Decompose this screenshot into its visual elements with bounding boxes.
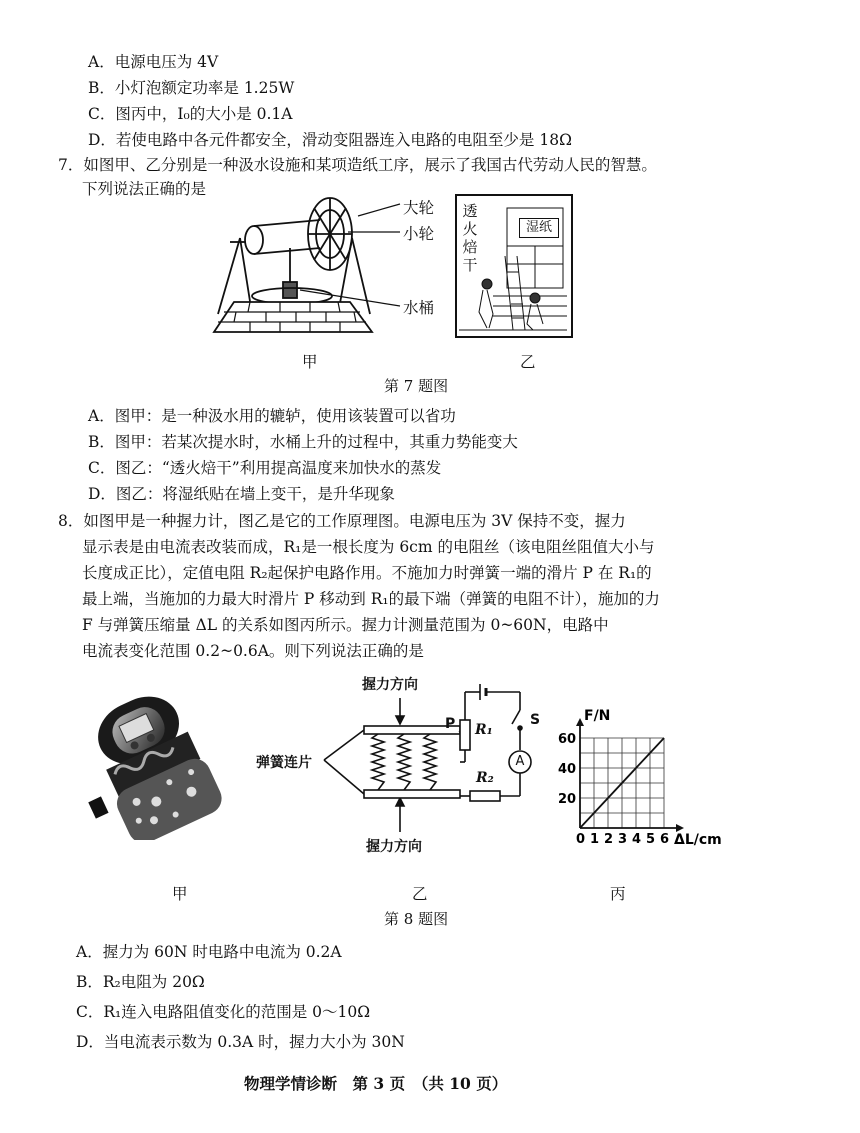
chart-x-axis-label: ΔL/cm (674, 832, 722, 848)
prev-option-c: C．图丙中，I₀的大小是 0.1A (88, 105, 293, 123)
label-big-wheel: 大轮 (403, 199, 435, 217)
y-tick-label: 20 (558, 792, 577, 807)
label-switch-s: S (530, 712, 541, 728)
q8-figure-jia (72, 690, 222, 840)
label-force-dir-bottom: 握力方向 (366, 839, 422, 855)
x-tick-label: 2 (604, 832, 614, 847)
q7-option-d: D．图乙：将湿纸贴在墙上变干，是升华现象 (88, 485, 395, 503)
q8-stem-line4: 最上端，当施加的力最大时滑片 P 移动到 R₁的最下端（弹簧的电阻不计），施加的力 (82, 590, 660, 608)
q8-caption: 第 8 题图 (384, 910, 449, 928)
q8-option-d: D．当电流表示数为 0.3A 时，握力大小为 30N (76, 1033, 405, 1051)
x-tick-label: 5 (646, 832, 656, 847)
y-axis-arrow (576, 718, 584, 726)
chart-y-axis-label: F/N (584, 708, 611, 724)
prev-option-d: D．若使电路中各元件都安全，滑动变阻器连入电路的电阻至少是 18Ω (88, 131, 572, 149)
q7-stem-line2: 下列说法正确的是 (82, 180, 207, 198)
q8-stem-line6: 电流表变化范围 0.2~0.6A。则下列说法正确的是 (82, 642, 424, 660)
q7-option-c: C．图乙：“透火焙干”利用提高温度来加快水的蒸发 (88, 459, 442, 477)
q7-caption: 第 7 题图 (384, 377, 449, 395)
q8-option-c: C．R₁连入电路阻值变化的范围是 0～10Ω (76, 1003, 371, 1021)
q8-stem-line5: F 与弹簧压缩量 ΔL 的关系如图丙所示。握力计测量范围为 0~60N，电路中 (82, 616, 609, 634)
prev-option-a: A．电源电压为 4V (88, 53, 219, 71)
q7-stem-line1: 7．如图甲、乙分别是一种汲水设施和某项造纸工序，展示了我国古代劳动人民的智慧。 (58, 156, 657, 174)
poster-char-3: 焙 (462, 238, 478, 256)
y-tick-label: 40 (558, 762, 577, 777)
poster-wet-paper: 湿纸 (519, 218, 559, 238)
prev-option-b: B．小灯泡额定功率是 1.25W (88, 79, 295, 97)
label-yi-8: 乙 (412, 885, 428, 903)
q8-stem-line2: 显示表是由电流表改装而成，R₁是一根长度为 6cm 的电阻丝（该电阻丝阻值大小与 (82, 538, 655, 556)
y-tick-label: 60 (558, 732, 577, 747)
label-jia-8: 甲 (172, 885, 188, 903)
x-tick-label: 1 (590, 832, 600, 847)
q8-option-a: A．握力为 60N 时电路中电流为 0.2A (76, 943, 342, 961)
drying-scene-drawing (457, 196, 571, 336)
q8-stem-line3: 长度成正比），定值电阻 R₂起保护电路作用。不施加力时弹簧一端的滑片 P 在 R₁的 (82, 564, 652, 582)
q7-figure-yi (455, 194, 573, 338)
poster-char-1: 透 (462, 202, 478, 220)
label-spring-plate: 弹簧连片 (256, 755, 312, 771)
q8-stem-line1: 8．如图甲是一种握力计，图乙是它的工作原理图。电源电压为 3V 保持不变，握力 (58, 512, 626, 530)
q7-option-a: A．图甲：是一种汲水用的辘轳，使用该装置可以省功 (88, 407, 456, 425)
page-footer: 物理学情诊断 第 3 页 （共 10 页） (244, 1074, 508, 1093)
q7-option-b: B．图甲：若某次提水时，水桶上升的过程中，其重力势能变大 (88, 433, 518, 451)
x-tick-label: 4 (632, 832, 642, 847)
label-small-wheel: 小轮 (403, 225, 435, 243)
label-r1: R₁ (475, 722, 493, 738)
x-axis-arrow (676, 824, 684, 832)
poster-char-2: 火 (462, 220, 478, 238)
label-slider-p: P (445, 716, 456, 732)
q8-option-b: B．R₂电阻为 20Ω (76, 973, 205, 991)
q8-chart-bing (550, 700, 730, 860)
label-bucket: 水桶 (403, 299, 435, 317)
x-tick-label: 6 (660, 832, 670, 847)
label-bing-8: 丙 (610, 885, 626, 903)
label-yi-7: 乙 (520, 353, 536, 371)
poster-char-4: 干 (462, 256, 478, 274)
x-tick-label: 3 (618, 832, 628, 847)
label-ammeter-a: A (515, 754, 525, 769)
label-jia-7: 甲 (302, 353, 318, 371)
x-tick-label: 0 (576, 832, 586, 847)
label-force-dir-top: 握力方向 (362, 677, 418, 693)
label-r2: R₂ (476, 770, 494, 786)
